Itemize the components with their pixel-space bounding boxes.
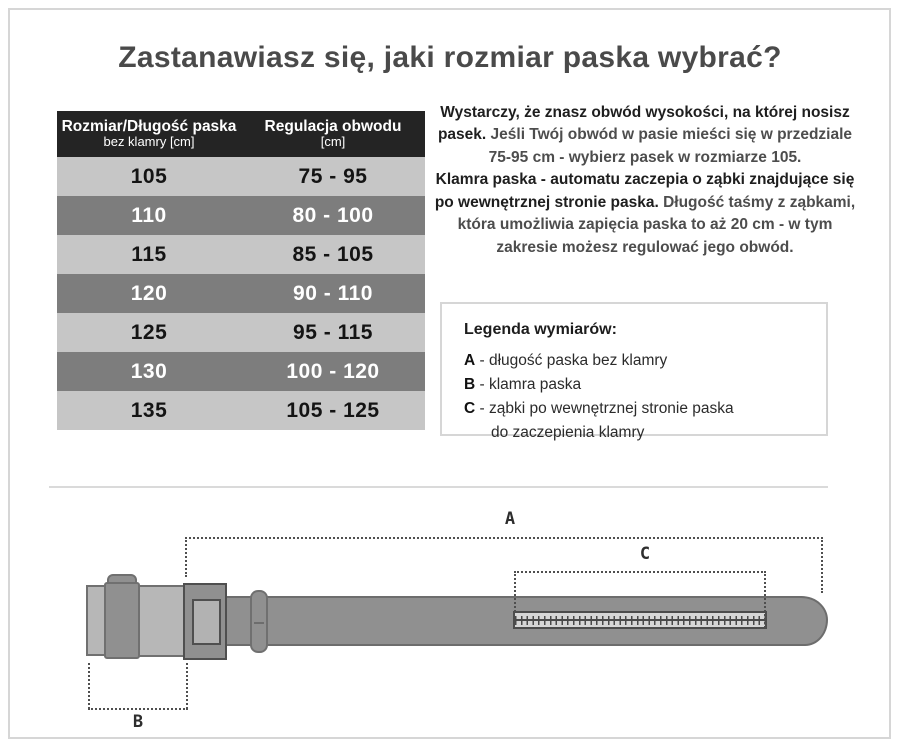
buckle-frame bbox=[183, 583, 227, 660]
belt-teeth-strip bbox=[513, 611, 767, 629]
table-cell: 105 bbox=[130, 164, 168, 188]
dimension-a-left-tick bbox=[185, 537, 187, 577]
size-table bbox=[57, 111, 425, 430]
dimension-b-line bbox=[88, 708, 188, 710]
legend-item-a: A - długość paska bez klamry bbox=[464, 352, 668, 369]
table-cell: 85 - 105 bbox=[292, 242, 374, 266]
table-row bbox=[57, 157, 425, 196]
column-header-adjustment: Regulacja obwodu [cm] bbox=[264, 117, 402, 150]
table-cell: 130 bbox=[130, 359, 168, 383]
legend-box bbox=[440, 302, 828, 442]
intro-segment: Długość taśmy z ząbkami, która umożliwia zapięcia paska to aż 20 cm - w tym zakresie możesz regulować jego obwód. bbox=[457, 193, 856, 256]
section-divider bbox=[49, 486, 828, 488]
legend-items bbox=[464, 349, 816, 445]
buckle-window bbox=[192, 599, 221, 645]
intro-segment: Klamra paska - automatu zaczepia o ząbki znajdujące się po wewnętrznej stronie paska. bbox=[434, 171, 855, 211]
legend-title: Legenda wymiarów: bbox=[464, 321, 617, 338]
dimension-label-c: C bbox=[639, 544, 651, 564]
table-row bbox=[57, 196, 425, 235]
table-row bbox=[57, 235, 425, 274]
intro-paragraph bbox=[425, 102, 865, 259]
table-cell: 105 - 125 bbox=[286, 398, 380, 422]
dimension-b-right-tick bbox=[186, 663, 188, 709]
legend-item-c: C - ząbki po wewnętrznej stronie paska do zaczepienia klamry bbox=[464, 400, 734, 442]
table-cell: 115 bbox=[131, 242, 167, 266]
table-cell: 75 - 95 bbox=[298, 164, 368, 188]
page-title: Zastanawiasz się, jaki rozmiar paska wybrać? bbox=[118, 41, 782, 74]
table-row bbox=[57, 274, 425, 313]
belt-keeper-loop bbox=[250, 590, 268, 653]
table-cell: 135 bbox=[130, 398, 168, 422]
dimension-c-line bbox=[514, 571, 766, 573]
intro-segment: Jeśli Twój obwód w pasie mieści się w przedziale 75-95 cm - wybierz pasek w rozmiarze 105. bbox=[488, 126, 853, 166]
table-cell: 125 bbox=[130, 320, 168, 344]
table-cell: 95 - 115 bbox=[293, 320, 373, 344]
dimension-a-line bbox=[185, 537, 823, 539]
size-table-header bbox=[57, 111, 425, 157]
dimension-label-b: B bbox=[132, 712, 144, 732]
table-cell: 80 - 100 bbox=[292, 203, 374, 227]
table-cell: 120 bbox=[130, 281, 168, 305]
dimension-c-left-tick bbox=[514, 571, 516, 612]
table-cell: 110 bbox=[131, 203, 167, 227]
dimension-b-left-tick bbox=[88, 663, 90, 709]
dimension-a-right-tick bbox=[821, 537, 823, 593]
column-header-size: Rozmiar/Długość paska bez klamry [cm] bbox=[61, 117, 237, 150]
size-table-body bbox=[57, 157, 425, 430]
dimension-c-right-tick bbox=[764, 571, 766, 628]
buckle-body bbox=[138, 585, 185, 657]
table-cell: 100 - 120 bbox=[286, 359, 380, 383]
table-cell: 90 - 110 bbox=[293, 281, 373, 305]
intro-segment: Wystarczy, że znasz obwód wysokości, na której nosisz pasek. bbox=[437, 104, 850, 144]
legend-item-b: B - klamra paska bbox=[464, 376, 582, 394]
table-row bbox=[57, 352, 425, 391]
buckle-clasp bbox=[104, 582, 140, 659]
table-row bbox=[57, 391, 425, 430]
dimension-label-a: A bbox=[504, 509, 516, 529]
table-row bbox=[57, 313, 425, 352]
